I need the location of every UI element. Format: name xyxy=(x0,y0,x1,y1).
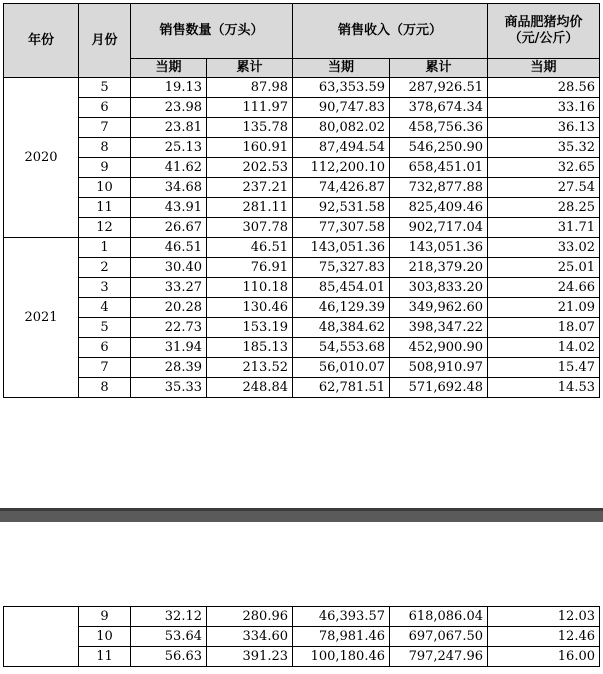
cell-rev-current: 92,531.58 xyxy=(293,198,390,218)
cell-qty-cumulative: 111.97 xyxy=(207,98,293,118)
cell-rev-cumulative: 398,347.22 xyxy=(390,318,488,338)
cell-qty-current: 32.12 xyxy=(131,607,207,627)
cell-rev-cumulative: 732,877.88 xyxy=(390,178,488,198)
cell-qty-current: 34.68 xyxy=(131,178,207,198)
table-row xyxy=(4,298,600,318)
cell-rev-current: 62,781.51 xyxy=(293,378,390,398)
cell-rev-cumulative: 546,250.90 xyxy=(390,138,488,158)
table-row xyxy=(4,118,600,138)
cell-rev-cumulative: 825,409.46 xyxy=(390,198,488,218)
cell-rev-cumulative: 458,756.36 xyxy=(390,118,488,138)
cell-price-current: 28.25 xyxy=(488,198,600,218)
cell-rev-current: 143,051.36 xyxy=(293,238,390,258)
table-row xyxy=(4,98,600,118)
cell-month: 9 xyxy=(79,158,131,178)
cell-qty-cumulative: 307.78 xyxy=(207,218,293,238)
table-row xyxy=(4,338,600,358)
cell-month: 9 xyxy=(79,607,131,627)
cell-rev-cumulative: 287,926.51 xyxy=(390,78,488,98)
cell-rev-current: 90,747.83 xyxy=(293,98,390,118)
cell-rev-current: 100,180.46 xyxy=(293,647,390,667)
cell-month: 11 xyxy=(79,198,131,218)
table-row xyxy=(4,198,600,218)
cell-month: 4 xyxy=(79,298,131,318)
cell-rev-current: 74,426.87 xyxy=(293,178,390,198)
header-sales-revenue: 销售收入（万元） xyxy=(293,4,488,59)
cell-qty-cumulative: 202.53 xyxy=(207,158,293,178)
cell-rev-current: 56,010.07 xyxy=(293,358,390,378)
cell-qty-current: 19.13 xyxy=(131,78,207,98)
header-rev-cumulative: 累计 xyxy=(390,59,488,78)
cell-qty-cumulative: 153.19 xyxy=(207,318,293,338)
cell-qty-current: 20.28 xyxy=(131,298,207,318)
cell-qty-current: 23.98 xyxy=(131,98,207,118)
cell-rev-current: 54,553.68 xyxy=(293,338,390,358)
cell-month: 11 xyxy=(79,647,131,667)
cell-rev-current: 87,494.54 xyxy=(293,138,390,158)
cell-qty-cumulative: 281.11 xyxy=(207,198,293,218)
cell-qty-cumulative: 248.84 xyxy=(207,378,293,398)
cell-rev-cumulative: 303,833.20 xyxy=(390,278,488,298)
cell-qty-cumulative: 135.78 xyxy=(207,118,293,138)
cell-price-current: 33.16 xyxy=(488,98,600,118)
cell-price-current: 27.54 xyxy=(488,178,600,198)
cell-price-current: 25.01 xyxy=(488,258,600,278)
cell-year: 2020 xyxy=(4,78,79,238)
cell-qty-cumulative: 110.18 xyxy=(207,278,293,298)
table-row xyxy=(4,607,600,627)
table-row xyxy=(4,238,600,258)
header-price-current: 当期 xyxy=(488,59,600,78)
header-rev-current: 当期 xyxy=(293,59,390,78)
cell-rev-cumulative: 571,692.48 xyxy=(390,378,488,398)
cell-year: 2021 xyxy=(4,238,79,398)
cell-price-current: 35.32 xyxy=(488,138,600,158)
cell-qty-cumulative: 280.96 xyxy=(207,607,293,627)
cell-price-current: 12.03 xyxy=(488,607,600,627)
cell-month: 10 xyxy=(79,627,131,647)
sales-table-continuation xyxy=(3,606,600,667)
cell-qty-cumulative: 87.98 xyxy=(207,78,293,98)
cell-rev-current: 75,327.83 xyxy=(293,258,390,278)
page-break-bar xyxy=(0,508,603,522)
cell-price-current: 33.02 xyxy=(488,238,600,258)
cell-price-current: 18.07 xyxy=(488,318,600,338)
cell-month: 6 xyxy=(79,338,131,358)
header-qty-cumulative: 累计 xyxy=(207,59,293,78)
cell-qty-current: 35.33 xyxy=(131,378,207,398)
cell-qty-current: 25.13 xyxy=(131,138,207,158)
cell-rev-cumulative: 902,717.04 xyxy=(390,218,488,238)
cell-month: 5 xyxy=(79,78,131,98)
cell-month: 7 xyxy=(79,358,131,378)
table-row xyxy=(4,178,600,198)
cell-qty-cumulative: 237.21 xyxy=(207,178,293,198)
cell-month: 6 xyxy=(79,98,131,118)
cell-rev-current: 80,082.02 xyxy=(293,118,390,138)
cell-price-current: 12.46 xyxy=(488,627,600,647)
table-body-continuation xyxy=(4,607,600,667)
cell-rev-cumulative: 349,962.60 xyxy=(390,298,488,318)
cell-qty-current: 46.51 xyxy=(131,238,207,258)
header-avg-price-line1: 商品肥猪均价 xyxy=(504,15,583,30)
cell-month: 10 xyxy=(79,178,131,198)
cell-month: 5 xyxy=(79,318,131,338)
cell-rev-cumulative: 697,067.50 xyxy=(390,627,488,647)
cell-rev-cumulative: 618,086.04 xyxy=(390,607,488,627)
cell-rev-cumulative: 508,910.97 xyxy=(390,358,488,378)
cell-price-current: 16.00 xyxy=(488,647,600,667)
cell-price-current: 31.71 xyxy=(488,218,600,238)
cell-year-empty xyxy=(4,607,79,667)
table-row xyxy=(4,278,600,298)
cell-qty-current: 56.63 xyxy=(131,647,207,667)
cell-rev-cumulative: 452,900.90 xyxy=(390,338,488,358)
cell-rev-current: 48,384.62 xyxy=(293,318,390,338)
cell-rev-cumulative: 143,051.36 xyxy=(390,238,488,258)
cell-rev-cumulative: 797,247.96 xyxy=(390,647,488,667)
table-row xyxy=(4,158,600,178)
cell-price-current: 32.65 xyxy=(488,158,600,178)
header-qty-current: 当期 xyxy=(131,59,207,78)
table-row xyxy=(4,318,600,338)
cell-price-current: 36.13 xyxy=(488,118,600,138)
cell-qty-cumulative: 46.51 xyxy=(207,238,293,258)
cell-month: 3 xyxy=(79,278,131,298)
cell-rev-cumulative: 658,451.01 xyxy=(390,158,488,178)
cell-qty-current: 22.73 xyxy=(131,318,207,338)
cell-qty-cumulative: 130.46 xyxy=(207,298,293,318)
cell-month: 12 xyxy=(79,218,131,238)
cell-qty-current: 28.39 xyxy=(131,358,207,378)
header-month: 月份 xyxy=(79,4,131,78)
header-avg-price-line2: （元/公斤） xyxy=(508,31,579,46)
cell-price-current: 14.02 xyxy=(488,338,600,358)
cell-qty-cumulative: 213.52 xyxy=(207,358,293,378)
cell-rev-current: 46,129.39 xyxy=(293,298,390,318)
header-sales-quantity: 销售数量（万头） xyxy=(131,4,293,59)
cell-qty-current: 53.64 xyxy=(131,627,207,647)
cell-price-current: 14.53 xyxy=(488,378,600,398)
cell-month: 8 xyxy=(79,378,131,398)
cell-qty-cumulative: 160.91 xyxy=(207,138,293,158)
cell-rev-cumulative: 378,674.34 xyxy=(390,98,488,118)
cell-rev-current: 85,454.01 xyxy=(293,278,390,298)
cell-price-current: 21.09 xyxy=(488,298,600,318)
cell-qty-cumulative: 334.60 xyxy=(207,627,293,647)
cell-rev-current: 46,393.57 xyxy=(293,607,390,627)
cell-qty-current: 41.62 xyxy=(131,158,207,178)
cell-rev-cumulative: 218,379.20 xyxy=(390,258,488,278)
cell-rev-current: 112,200.10 xyxy=(293,158,390,178)
cell-qty-current: 31.94 xyxy=(131,338,207,358)
header-year: 年份 xyxy=(4,4,79,78)
table-row xyxy=(4,378,600,398)
cell-qty-current: 23.81 xyxy=(131,118,207,138)
cell-qty-current: 33.27 xyxy=(131,278,207,298)
table-row xyxy=(4,627,600,647)
cell-qty-cumulative: 76.91 xyxy=(207,258,293,278)
table-row xyxy=(4,258,600,278)
cell-price-current: 24.66 xyxy=(488,278,600,298)
table-body xyxy=(4,78,600,398)
cell-qty-current: 30.40 xyxy=(131,258,207,278)
cell-qty-cumulative: 391.23 xyxy=(207,647,293,667)
sales-table xyxy=(3,3,600,398)
table-row xyxy=(4,647,600,667)
cell-month: 7 xyxy=(79,118,131,138)
cell-price-current: 28.56 xyxy=(488,78,600,98)
table-row xyxy=(4,138,600,158)
cell-qty-cumulative: 185.13 xyxy=(207,338,293,358)
cell-month: 1 xyxy=(79,238,131,258)
cell-qty-current: 26.67 xyxy=(131,218,207,238)
cell-qty-current: 43.91 xyxy=(131,198,207,218)
cell-rev-current: 77,307.58 xyxy=(293,218,390,238)
cell-rev-current: 78,981.46 xyxy=(293,627,390,647)
table-row xyxy=(4,218,600,238)
table-row xyxy=(4,78,600,98)
cell-price-current: 15.47 xyxy=(488,358,600,378)
cell-rev-current: 63,353.59 xyxy=(293,78,390,98)
cell-month: 2 xyxy=(79,258,131,278)
cell-month: 8 xyxy=(79,138,131,158)
header-avg-price xyxy=(488,4,600,59)
table-row xyxy=(4,358,600,378)
